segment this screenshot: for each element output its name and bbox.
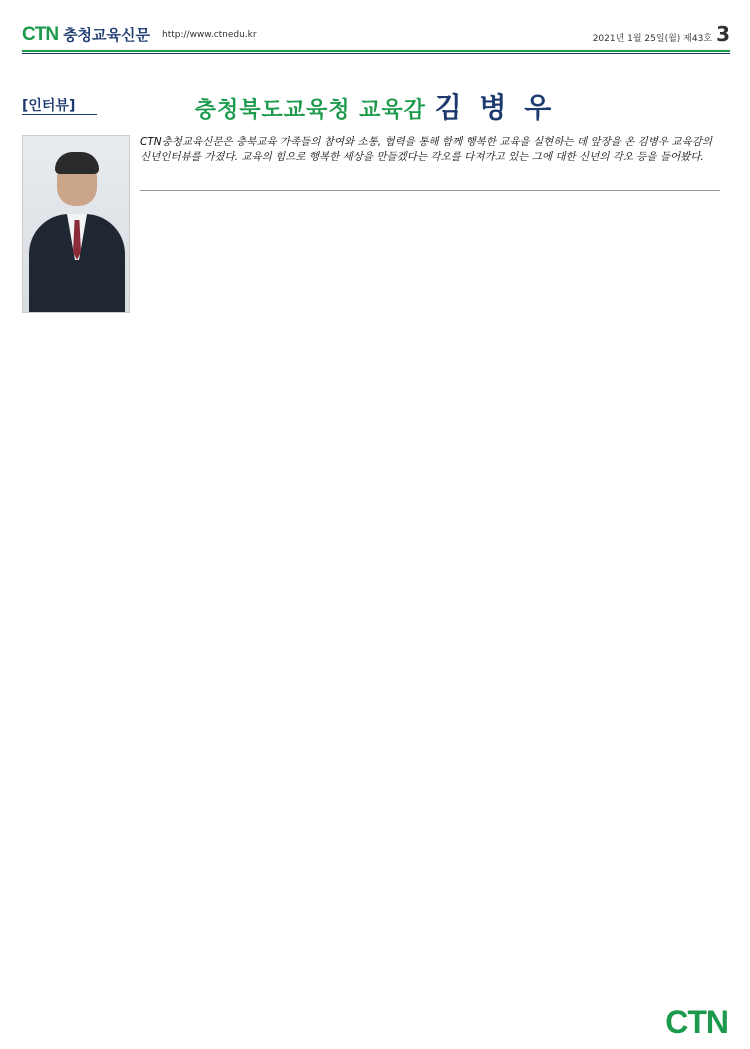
footer-logo: CTN: [665, 1004, 728, 1040]
body-column-6: [612, 200, 720, 1000]
logo-name: 충청교육신문: [63, 26, 151, 44]
page-number: 3: [716, 22, 730, 46]
photo-hair: [55, 152, 99, 174]
body-column-1: [22, 318, 130, 1008]
header-rule: [22, 50, 730, 52]
body-column-2: [140, 200, 248, 1000]
section-label: [인터뷰]: [22, 98, 76, 114]
headline-prefix: 충청북도교육청 교육감: [194, 98, 426, 123]
newspaper-logo[interactable]: [22, 12, 150, 46]
body-column-5: [494, 200, 602, 1000]
headline-name: 김 병 우: [434, 91, 556, 124]
site-url[interactable]: http://www.ctnedu.kr: [162, 30, 257, 40]
lead-paragraph: CTN충청교육신문은 충북교육 가족들의 참여와 소통, 협력을 통해 함께 행복한 교육을 실현하는 데 앞장을 온 김병우 교육감의 신년인터뷰를 가졌다. 교육의 힘으로 행복한 세상을 만들겠다는 각오를 다져가고 있는 그에 대한 신년의 각오 등을 들어봤다.: [140, 136, 713, 163]
interviewee-photo: [22, 135, 130, 313]
body-column-3: [258, 200, 366, 1000]
headline: [0, 86, 750, 126]
issue-info: 2021년 1월 25일(월) 제43호: [592, 34, 712, 44]
masthead: [22, 12, 730, 72]
header-rule-thin: [22, 53, 730, 54]
body-column-4: [376, 200, 484, 1000]
logo-mark: CTN: [22, 24, 59, 45]
lead-rule: [140, 190, 720, 191]
